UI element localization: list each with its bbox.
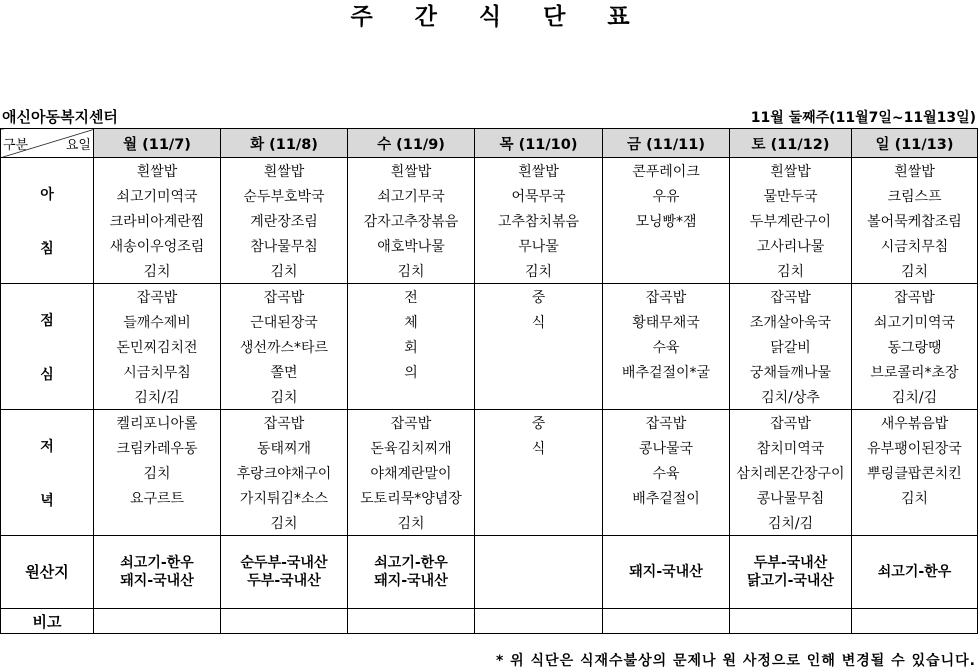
origin-cell — [348, 536, 475, 609]
remark-cell — [475, 609, 603, 634]
menu-item: 쇠고기무국 — [348, 183, 475, 208]
day-header: 토 (11/12) — [730, 129, 852, 158]
menu-item: 돈육김치찌개 — [348, 435, 475, 460]
menu-item: 두부계란구이 — [730, 208, 852, 233]
meal-label — [1, 410, 94, 536]
menu-item: 고사리나물 — [730, 233, 852, 258]
menu-item — [603, 233, 730, 258]
day-header: 목 (11/10) — [475, 129, 603, 158]
menu-item — [348, 384, 475, 410]
menu-item: 잡곡밥 — [730, 410, 852, 436]
menu-item: 삼치레몬간장구이 — [730, 460, 852, 485]
menu-row — [1, 334, 978, 359]
menu-item — [603, 258, 730, 284]
menu-item: 콩나물무침 — [730, 485, 852, 510]
menu-item: 후랑크야채구이 — [221, 460, 348, 485]
menu-item: 요구르트 — [94, 485, 221, 510]
origin-line: 돼지-국내산 — [120, 573, 194, 589]
menu-item: 김치 — [852, 258, 978, 284]
menu-item: 중 — [475, 284, 603, 310]
day-header: 일 (11/13) — [852, 129, 978, 158]
menu-item: 야채계란말이 — [348, 460, 475, 485]
menu-item: 흰쌀밥 — [94, 158, 221, 184]
menu-item: 잡곡밥 — [603, 284, 730, 310]
menu-item: 잡곡밥 — [852, 284, 978, 310]
menu-item: 흰쌀밥 — [221, 158, 348, 184]
origin-line: 닭고기-국내산 — [747, 573, 834, 589]
menu-item: 김치 — [348, 258, 475, 284]
menu-item: 콘푸레이크 — [603, 158, 730, 184]
meal-label-top: 아 — [40, 186, 54, 203]
remark-cell — [348, 609, 475, 634]
menu-item: 식 — [475, 309, 603, 334]
menu-item: 시금치무침 — [94, 359, 221, 384]
menu-row — [1, 183, 978, 208]
menu-item: 김치/김 — [94, 384, 221, 410]
footnote: * 위 식단은 식재수불상의 문제나 원 사정으로 인해 변경될 수 있습니다. — [495, 653, 976, 669]
remark-cell — [94, 609, 221, 634]
menu-item: 흰쌀밥 — [475, 158, 603, 184]
menu-item: 김치/김 — [852, 384, 978, 410]
meal-label-top: 저 — [40, 438, 54, 455]
remark-cell — [221, 609, 348, 634]
menu-item: 모닝빵*잼 — [603, 208, 730, 233]
header-row — [1, 129, 978, 158]
menu-item: 수육 — [603, 460, 730, 485]
menu-item: 김치/상추 — [730, 384, 852, 410]
menu-item: 유부팽이된장국 — [852, 435, 978, 460]
menu-item: 김치 — [852, 485, 978, 510]
menu-item: 뿌링클팝콘치킨 — [852, 460, 978, 485]
menu-item: 생선까스*타르 — [221, 334, 348, 359]
origin-line: 두부-국내산 — [753, 555, 828, 571]
menu-item: 잡곡밥 — [348, 410, 475, 436]
menu-item: 잡곡밥 — [603, 410, 730, 436]
menu-row — [1, 309, 978, 334]
menu-item: 식 — [475, 435, 603, 460]
day-header: 월 (11/7) — [94, 129, 221, 158]
menu-item: 흰쌀밥 — [348, 158, 475, 184]
menu-item — [603, 510, 730, 536]
meal-label-top: 점 — [40, 312, 54, 329]
menu-row — [1, 460, 978, 485]
remark-row — [1, 609, 978, 634]
menu-item: 브로콜리*초장 — [852, 359, 978, 384]
origin-row — [1, 536, 978, 609]
menu-row — [1, 208, 978, 233]
menu-row — [1, 510, 978, 536]
remark-cell — [603, 609, 730, 634]
menu-item: 쇠고기미역국 — [852, 309, 978, 334]
menu-item: 김치 — [221, 258, 348, 284]
organization-name: 애신아동복지센터 — [2, 108, 118, 126]
menu-item: 크림카레우동 — [94, 435, 221, 460]
menu-item — [475, 510, 603, 536]
menu-item: 잡곡밥 — [94, 284, 221, 310]
day-header: 금 (11/11) — [603, 129, 730, 158]
menu-item: 어묵무국 — [475, 183, 603, 208]
menu-item — [852, 510, 978, 536]
menu-item: 새우볶음밥 — [852, 410, 978, 436]
remark-label: 비고 — [1, 609, 94, 634]
origin-line: 두부-국내산 — [247, 573, 321, 589]
menu-item: 김치 — [94, 460, 221, 485]
origin-label: 원산지 — [1, 536, 94, 609]
remark-cell — [730, 609, 852, 634]
menu-item: 크림스프 — [852, 183, 978, 208]
menu-item: 시금치무침 — [852, 233, 978, 258]
menu-item: 수육 — [603, 334, 730, 359]
meal-label — [1, 158, 94, 284]
day-header: 수 (11/9) — [348, 129, 475, 158]
menu-item: 콩나물국 — [603, 435, 730, 460]
menu-item: 잡곡밥 — [730, 284, 852, 310]
menu-item: 전 — [348, 284, 475, 310]
menu-item: 잡곡밥 — [221, 410, 348, 436]
menu-item: 황태무채국 — [603, 309, 730, 334]
menu-item: 김치 — [94, 258, 221, 284]
menu-item: 체 — [348, 309, 475, 334]
menu-item: 중 — [475, 410, 603, 436]
menu-item: 조개살아욱국 — [730, 309, 852, 334]
menu-item: 회 — [348, 334, 475, 359]
menu-item: 배추겉절이*굴 — [603, 359, 730, 384]
menu-item: 애호박나물 — [348, 233, 475, 258]
menu-item: 계란장조림 — [221, 208, 348, 233]
menu-item: 흰쌀밥 — [852, 158, 978, 184]
menu-item: 볼어묵케찹조림 — [852, 208, 978, 233]
menu-item: 닭갈비 — [730, 334, 852, 359]
meal-label-bottom: 심 — [40, 366, 54, 383]
menu-item: 켈리포니아롤 — [94, 410, 221, 436]
week-range: 11월 둘째주(11월7일~11월13일) — [750, 110, 976, 126]
origin-cell — [603, 536, 730, 609]
origin-line: 순두부-국내산 — [240, 555, 328, 571]
menu-item: 물만두국 — [730, 183, 852, 208]
menu-row — [1, 158, 978, 184]
menu-item: 김치 — [221, 384, 348, 410]
menu-item — [475, 334, 603, 359]
menu-item: 감자고추장볶음 — [348, 208, 475, 233]
menu-item: 동태찌개 — [221, 435, 348, 460]
menu-item — [475, 485, 603, 510]
menu-item: 돈민찌김치전 — [94, 334, 221, 359]
origin-cell — [852, 536, 978, 609]
menu-item: 김치 — [348, 510, 475, 536]
origin-line: 쇠고기-한우 — [120, 555, 194, 571]
menu-row — [1, 359, 978, 384]
weekly-menu-table — [0, 128, 978, 634]
origin-cell — [94, 536, 221, 609]
menu-item: 쫄면 — [221, 359, 348, 384]
menu-row — [1, 384, 978, 410]
menu-item: 들깨수제비 — [94, 309, 221, 334]
corner-cell — [1, 129, 94, 158]
menu-item: 참치미역국 — [730, 435, 852, 460]
menu-item: 근대된장국 — [221, 309, 348, 334]
origin-line: 돼지-국내산 — [629, 564, 703, 580]
origin-cell — [221, 536, 348, 609]
menu-item: 크라비아계란찜 — [94, 208, 221, 233]
menu-row — [1, 410, 978, 436]
menu-item: 흰쌀밥 — [730, 158, 852, 184]
menu-row — [1, 284, 978, 310]
yoil-label: 요일 — [65, 138, 91, 153]
meal-label-bottom: 녁 — [40, 492, 54, 509]
menu-item: 쇠고기미역국 — [94, 183, 221, 208]
menu-row — [1, 435, 978, 460]
menu-item: 새송이우엉조림 — [94, 233, 221, 258]
menu-item: 잡곡밥 — [221, 284, 348, 310]
menu-item: 참나물무침 — [221, 233, 348, 258]
meal-label-bottom: 침 — [40, 240, 54, 257]
menu-item: 배추겉절이 — [603, 485, 730, 510]
origin-line: 돼지-국내산 — [374, 573, 448, 589]
menu-item — [475, 460, 603, 485]
menu-item: 김치 — [475, 258, 603, 284]
menu-item: 의 — [348, 359, 475, 384]
menu-item — [475, 384, 603, 410]
remark-cell — [852, 609, 978, 634]
menu-row — [1, 233, 978, 258]
origin-cell — [730, 536, 852, 609]
menu-item: 김치 — [730, 258, 852, 284]
menu-item: 궁채들깨나물 — [730, 359, 852, 384]
gubun-label: 구분 — [3, 138, 29, 153]
menu-item: 순두부호박국 — [221, 183, 348, 208]
menu-row — [1, 485, 978, 510]
menu-item — [475, 359, 603, 384]
menu-item — [603, 384, 730, 410]
menu-item: 우유 — [603, 183, 730, 208]
menu-item: 고추참치볶음 — [475, 208, 603, 233]
page-title: 주 간 식 단 표 — [350, 4, 647, 30]
origin-line: 쇠고기-한우 — [374, 555, 448, 571]
origin-cell — [475, 536, 603, 609]
menu-item — [94, 510, 221, 536]
menu-item: 무나물 — [475, 233, 603, 258]
origin-line: 쇠고기-한우 — [877, 564, 952, 580]
menu-row — [1, 258, 978, 284]
day-header: 화 (11/8) — [221, 129, 348, 158]
menu-item: 김치/김 — [730, 510, 852, 536]
meal-label — [1, 284, 94, 410]
menu-item: 가지튀김*소스 — [221, 485, 348, 510]
menu-item: 도토리묵*양념장 — [348, 485, 475, 510]
menu-item: 김치 — [221, 510, 348, 536]
menu-item: 동그랑땡 — [852, 334, 978, 359]
